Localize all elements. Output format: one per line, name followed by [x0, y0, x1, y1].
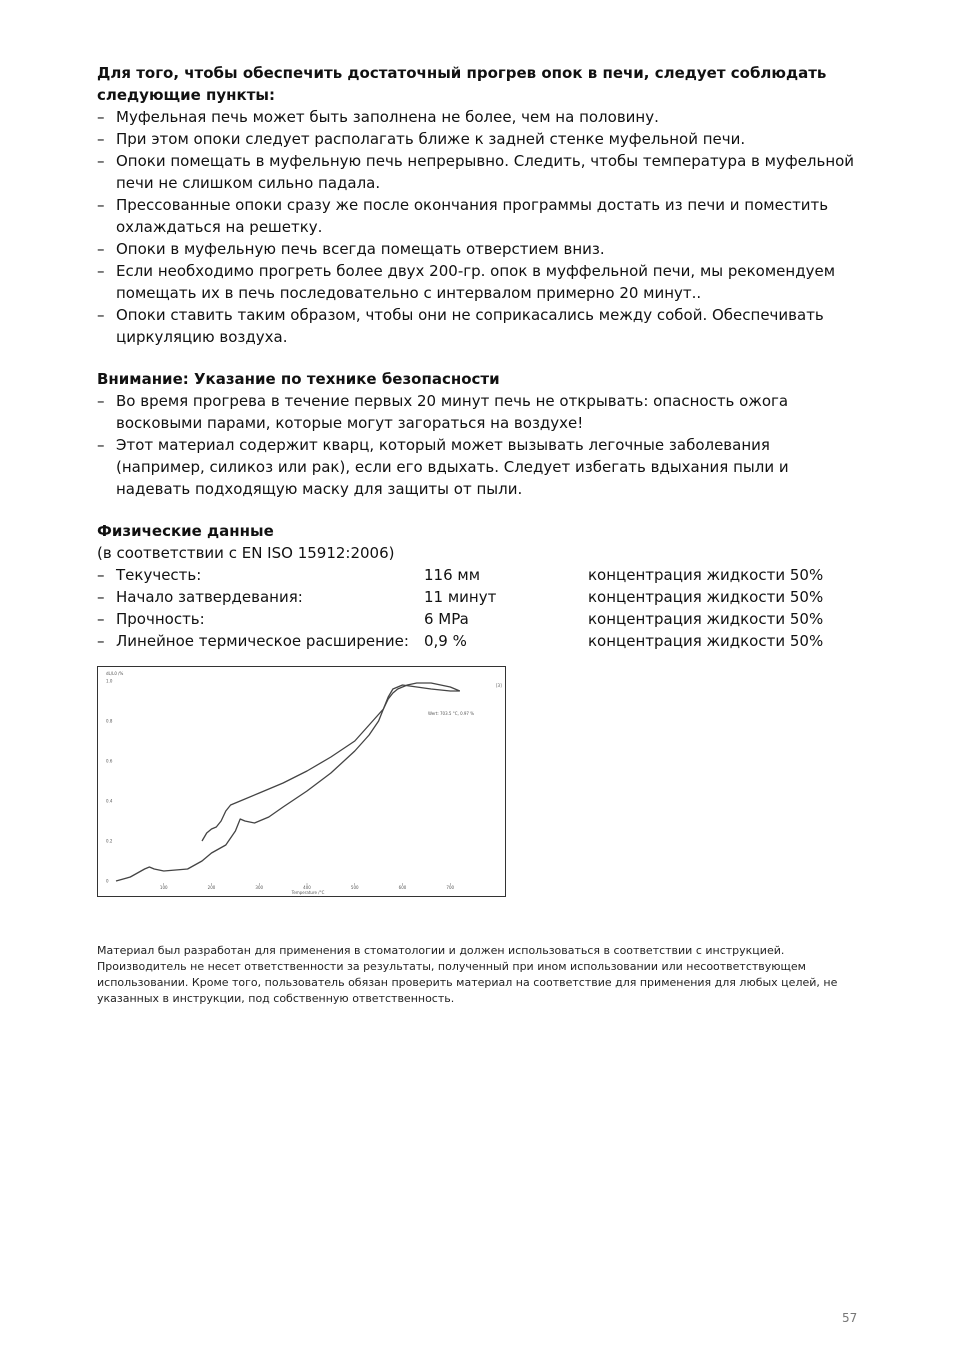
property-value: 11 минут — [424, 588, 497, 606]
property-name: – Начало затвердевания: — [116, 588, 303, 606]
physical-data-section — [97, 520, 862, 652]
disclaimer-text: Материал был разработан для применения в стоматологии и должен использоваться в соответствии с инструкцией. Производитель не несет ответственности за результаты, полученный при ином использовании или несоответствующем использовании. Кроме того, пользователь обязан проверить материал на соответствие для применения для любых целей, не указанных в инструкции, под собственную ответственность. — [97, 944, 838, 1005]
heating-curve — [116, 683, 460, 881]
list-item: – Во время прогрева в течение первых 20 минут печь не открывать: опасность ожога восковыми парами, которые могут загораться на воздухе! — [97, 390, 862, 434]
list-item: – Опоки ставить таким образом, чтобы они не соприкасались между собой. Обеспечивать циркуляцию воздуха. — [97, 304, 862, 348]
property-note: концентрация жидкости 50% — [588, 610, 824, 628]
chart-annotation: Wert: 703.5 °C, 0.97 % — [428, 711, 475, 716]
x-tick-label: 700 — [446, 885, 455, 890]
list-item: – Прессованные опоки сразу же после окончания программы достать из печи и поместить охлаждаться на решетку. — [97, 194, 862, 238]
list-item: – Если необходимо прогреть более двух 200-гр. опок в муффельной печи, мы рекомендуем помещать их в печь последовательно с интервалом примерно 20 минут.. — [97, 260, 862, 304]
furnace-heating-list — [97, 106, 862, 348]
thermal-expansion-chart — [97, 666, 506, 897]
property-note: концентрация жидкости 50% — [588, 588, 824, 606]
property-row — [97, 586, 862, 608]
property-value: 0,9 % — [424, 632, 467, 650]
list-item: – При этом опоки следует располагать ближе к задней стенке муфельной печи. — [97, 128, 862, 150]
y-axis-label: dL/L0 /% — [106, 671, 124, 676]
standard-reference: (в соответствии с EN ISO 15912:2006) — [97, 544, 395, 562]
series-lines — [116, 683, 460, 881]
y-tick-label: 1.0 — [106, 678, 113, 684]
y-axis-ticks — [106, 679, 113, 884]
y-tick-label: 0.6 — [106, 758, 113, 764]
y-tick-label: 0.4 — [106, 798, 113, 804]
x-tick-label: 400 — [303, 885, 311, 890]
list-item: – Опоки в муфельную печь всегда помещать отверстием вниз. — [97, 238, 862, 260]
property-name: – Линейное термическое расширение: — [116, 632, 409, 650]
x-axis-ticks — [160, 883, 455, 890]
safety-heading: Внимание: Указание по технике безопасности — [97, 370, 500, 388]
property-value: 6 MPa — [424, 610, 469, 628]
x-tick-label: 200 — [207, 885, 216, 890]
x-tick-label: 600 — [398, 885, 407, 890]
property-note: концентрация жидкости 50% — [588, 632, 824, 650]
x-tick-label: 500 — [350, 885, 359, 890]
y-tick-label: 0.8 — [106, 718, 113, 724]
property-name: – Прочность: — [116, 610, 205, 628]
property-row — [97, 564, 862, 586]
properties-list — [97, 564, 862, 652]
x-tick-label: 100 — [159, 885, 168, 890]
page-number: 57 — [842, 1311, 858, 1325]
property-row — [97, 630, 862, 652]
chart-canvas — [98, 667, 505, 896]
y-tick-label: 0 — [106, 878, 109, 884]
x-tick-label: 300 — [255, 885, 264, 890]
x-axis-label: Temperature /°C — [291, 890, 325, 895]
list-item: – Этот материал содержит кварц, который может вызывать легочные заболевания (например, силикоз или рак), если его вдыхать. Следует избегать вдыхания пыли и надевать подходящую маску для защиты от пыли. — [97, 434, 862, 500]
list-item: – Опоки помещать в муфельную печь непрерывно. Следить, чтобы температура в муфельной печи не слишком сильно падала. — [97, 150, 862, 194]
furnace-heating-heading: Для того, чтобы обеспечить достаточный прогрев опок в печи, следует соблюдать следующие пункты: — [97, 64, 827, 104]
property-value: 116 мм — [424, 566, 481, 584]
y-tick-label: 0.2 — [106, 838, 113, 844]
document-body — [97, 62, 862, 652]
safety-section — [97, 368, 862, 500]
cooling-curve — [202, 685, 460, 841]
safety-list — [97, 390, 862, 500]
list-item: – Муфельная печь может быть заполнена не более, чем на половину. — [97, 106, 862, 128]
property-name: – Текучесть: — [116, 566, 202, 584]
physical-data-heading: Физические данные — [97, 522, 274, 540]
property-note: концентрация жидкости 50% — [588, 566, 824, 584]
chart-end-label: [3] — [496, 683, 502, 688]
property-row — [97, 608, 862, 630]
